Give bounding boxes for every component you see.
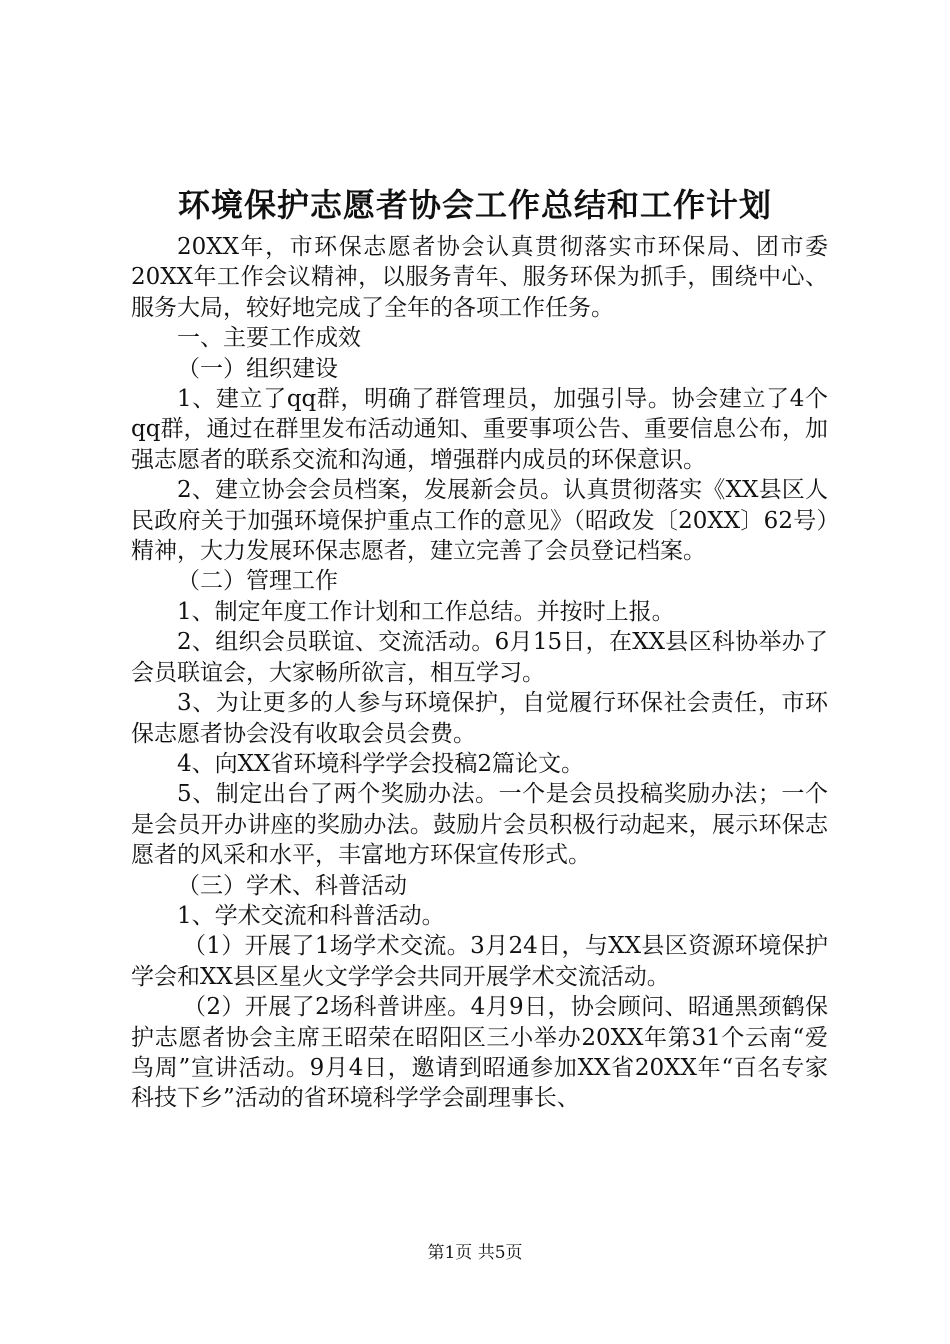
paragraph-annual-plan: 1、制定年度工作计划和工作总结。并按时上报。 (177, 598, 675, 625)
paragraph-academic-session: （1）开展了1场学术交流。3月24日，与XX县区资源环境保护学会和XX县区星火文学学会共同开展学术交流活动。 (131, 933, 828, 990)
subheading-management: （二）管理工作 (177, 568, 338, 595)
paragraph-science-lectures: （2）开展了2场科普讲座。4月9日，协会顾问、昭通黑颈鹤保护志愿者协会主席王昭荣在昭阳区三小举办20XX年第31个云南“爱鸟周”宣讲活动。9月4日，邀请到昭通参加XX省20XX年“百名专家科技下乡”活动的省环境科学学会副理事长、 (131, 994, 828, 1112)
page-footer: 第1页 共5页 (427, 1243, 523, 1263)
document-title: 环境保护志愿者协会工作总结和工作计划 (177, 186, 772, 224)
paragraph-academic-exchange: 1、学术交流和科普活动。 (177, 902, 445, 929)
paragraph-member-event: 2、组织会员联谊、交流活动。6月15日，在XX县区科协举办了会员联谊会，大家畅所欲言，相互学习。 (131, 629, 828, 686)
subheading-academic: （三）学术、科普活动 (177, 872, 407, 899)
heading-main-achievements: 一、主要工作成效 (177, 325, 361, 352)
paragraph-reward-rules: 5、制定出台了两个奖励办法。一个是会员投稿奖励办法；一个是会员开办讲座的奖励办法。鼓励片会员积极行动起来，展示环保志愿者的风采和水平，丰富地方环保宣传形式。 (131, 781, 828, 869)
paragraph-member-archive: 2、建立协会会员档案，发展新会员。认真贯彻落实《XX县区人民政府关于加强环境保护重点工作的意见》（昭政发〔20XX〕62号）精神，大力发展环保志愿者，建立完善了会员登记档案。 (131, 477, 828, 565)
paragraph-papers: 4、向XX省环境科学学会投稿2篇论文。 (177, 750, 585, 777)
paragraph-no-fee: 3、为让更多的人参与环境保护，自觉履行环保社会责任，市环保志愿者协会没有收取会员会费。 (131, 690, 828, 747)
paragraph-qq-group: 1、建立了qq群，明确了群管理员，加强引导。协会建立了4个qq群，通过在群里发布活动通知、重要事项公告、重要信息公布，加强志愿者的联系交流和沟通，增强群内成员的环保意识。 (131, 386, 828, 473)
document-body (131, 232, 828, 1114)
subheading-organization: （一）组织建设 (177, 355, 338, 382)
paragraph-intro: 20XX年，市环保志愿者协会认真贯彻落实市环保局、团市委20XX年工作会议精神，以服务青年、服务环保为抓手，围绕中心、服务大局，较好地完成了全年的各项工作任务。 (131, 234, 828, 321)
